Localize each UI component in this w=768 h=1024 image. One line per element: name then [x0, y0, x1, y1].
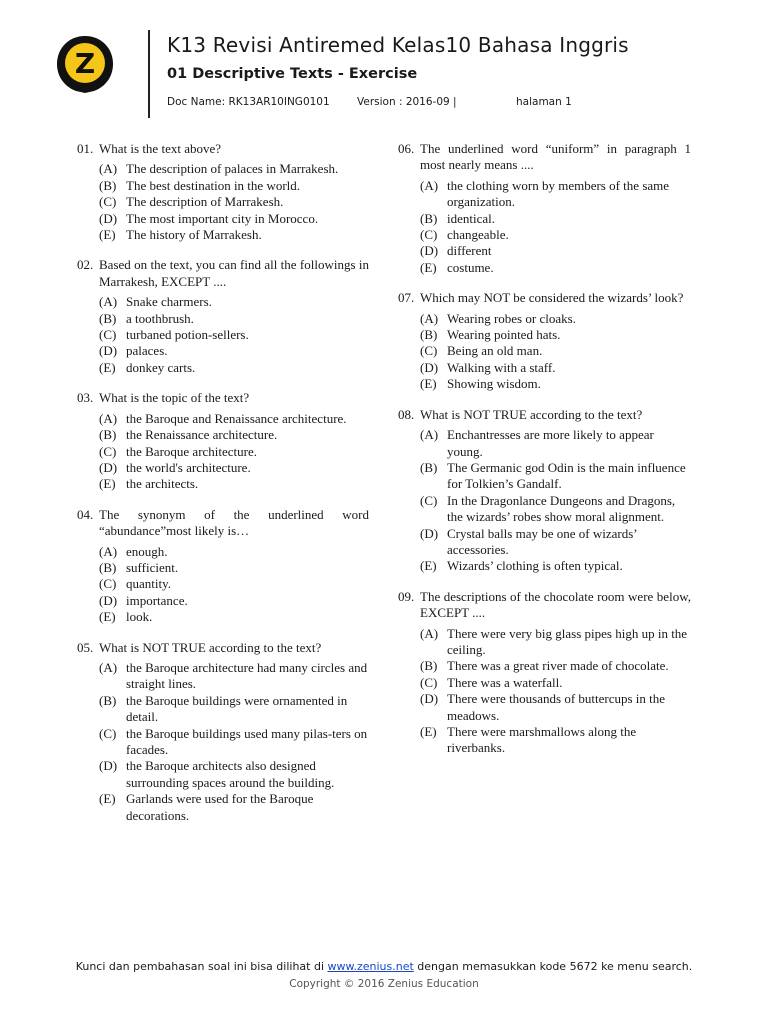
option-letter: (A)	[99, 543, 118, 559]
answer-options	[420, 178, 691, 276]
option-text: The Germanic god Odin is the main influence for Tolkien’s Gandalf.	[447, 459, 686, 492]
question-stem	[398, 589, 691, 622]
question-number: 09.	[398, 588, 415, 604]
question-text: What is NOT TRUE according to the text?	[99, 639, 322, 655]
zenius-logo-icon	[54, 33, 116, 95]
question	[77, 507, 369, 626]
option-letter: (D)	[99, 210, 118, 226]
option-text: There was a waterfall.	[447, 674, 563, 690]
option-letter: (D)	[420, 243, 439, 259]
option-text: the Baroque buildings used many pilas-ters on facades.	[126, 725, 368, 757]
question	[398, 141, 691, 276]
option-text: The description of Marrakesh.	[126, 194, 284, 210]
option-text: In the Dragonlance Dungeons and Dragons, the wizards’ robes show moral alignment.	[447, 492, 676, 525]
answer-option	[420, 327, 691, 343]
answer-option	[99, 460, 369, 476]
option-text: Wizards’ clothing is often typical.	[447, 558, 623, 574]
answer-option	[99, 427, 369, 443]
question-text: What is NOT TRUE according to the text?	[420, 406, 643, 422]
answer-option	[420, 724, 691, 757]
option-text: importance.	[126, 592, 188, 608]
option-letter: (D)	[99, 592, 118, 608]
answer-option	[99, 593, 369, 609]
answer-option	[99, 194, 369, 210]
option-text: Crystal balls may be one of wizards’ accessories.	[447, 525, 637, 557]
answer-option	[420, 658, 691, 674]
option-letter: (A)	[420, 310, 439, 326]
question-text: What is the text above?	[99, 141, 222, 156]
question-stem	[77, 141, 369, 157]
option-letter: (C)	[99, 443, 117, 459]
answer-option	[420, 376, 691, 392]
option-text: quantity.	[126, 576, 172, 592]
option-letter: (A)	[99, 161, 118, 177]
document-subtitle: 01 Descriptive Texts - Exercise	[167, 66, 418, 82]
answer-option	[420, 343, 691, 359]
option-text: Wearing robes or cloaks.	[447, 310, 576, 326]
answer-option	[99, 411, 369, 427]
answer-options	[99, 411, 369, 493]
option-letter: (B)	[99, 559, 117, 575]
option-letter: (E)	[99, 791, 116, 807]
option-text: the Baroque architects also designed surrounding spaces around the building.	[126, 758, 335, 790]
option-text: the architects.	[126, 476, 199, 492]
answer-option	[99, 311, 369, 327]
answer-option	[99, 758, 369, 791]
answer-option	[99, 360, 369, 376]
answer-option	[99, 476, 369, 492]
option-letter: (C)	[420, 492, 438, 508]
questions-right-column	[398, 141, 691, 771]
option-letter: (A)	[420, 625, 439, 641]
answer-option	[99, 294, 369, 310]
question-text: Which may NOT be considered the wizards’ look?	[420, 290, 684, 306]
answer-option	[420, 626, 691, 659]
question-number: 03.	[77, 390, 94, 406]
option-letter: (E)	[99, 609, 116, 625]
answer-option	[99, 161, 369, 177]
question-text: The underlined word “uniform” in paragraph 1 most nearly means ....	[420, 141, 691, 173]
question-stem	[398, 407, 691, 423]
option-letter: (D)	[99, 459, 118, 475]
option-text: Showing wisdom.	[447, 376, 541, 392]
question-text: The synonym of the underlined word “abundance”most likely is…	[99, 506, 369, 539]
questions-left-column	[77, 141, 369, 838]
question-number: 02.	[77, 257, 94, 273]
answer-option	[420, 460, 691, 493]
option-letter: (C)	[420, 674, 438, 690]
question-stem	[77, 640, 369, 656]
answer-option	[99, 444, 369, 460]
option-text: Wearing pointed hats.	[447, 327, 561, 343]
option-text: Garlands were used for the Baroque decorations.	[126, 791, 314, 823]
option-letter: (D)	[420, 525, 439, 541]
option-text: the Baroque architecture had many circles and straight lines.	[126, 659, 368, 692]
option-letter: (B)	[99, 177, 117, 193]
option-text: look.	[126, 609, 153, 625]
answer-option	[99, 178, 369, 194]
option-letter: (C)	[420, 343, 438, 359]
answer-option	[99, 211, 369, 227]
question-stem	[398, 141, 691, 174]
option-text: There was a great river made of chocolate.	[447, 658, 669, 674]
option-letter: (D)	[420, 691, 439, 707]
option-letter: (D)	[99, 758, 118, 774]
option-text: identical.	[447, 210, 496, 226]
option-letter: (E)	[99, 359, 116, 375]
answer-options	[420, 427, 691, 575]
answer-option	[99, 609, 369, 625]
answer-key-note	[0, 960, 768, 973]
answer-key-code-text: dengan memasukkan kode 5672 ke menu search.	[413, 960, 693, 973]
question	[398, 589, 691, 757]
question-number: 08.	[398, 406, 415, 422]
question-stem	[77, 507, 369, 540]
option-letter: (B)	[420, 327, 438, 343]
option-text: The history of Marrakesh.	[126, 227, 262, 243]
option-letter: (E)	[420, 724, 437, 739]
answer-option	[99, 560, 369, 576]
option-letter: (E)	[420, 558, 437, 574]
option-letter: (C)	[99, 725, 117, 741]
answer-option	[99, 544, 369, 560]
answer-option	[99, 227, 369, 243]
answer-option	[99, 327, 369, 343]
question-stem	[77, 257, 369, 290]
option-letter: (E)	[420, 259, 437, 275]
option-letter: (A)	[420, 427, 439, 443]
question-stem	[398, 290, 691, 306]
option-letter: (E)	[420, 376, 437, 392]
logo-letter: Z	[74, 47, 96, 80]
option-text: donkey carts.	[126, 359, 196, 375]
copyright: Copyright © 2016 Zenius Education	[289, 978, 479, 990]
answer-options	[99, 544, 369, 626]
option-letter: (A)	[99, 410, 118, 426]
option-text: The best destination in the world.	[126, 177, 301, 193]
option-letter: (A)	[420, 177, 439, 193]
zenius-link[interactable]: www.zenius.net	[327, 960, 414, 973]
option-text: a toothbrush.	[126, 310, 194, 326]
option-text: The most important city in Morocco.	[126, 210, 319, 226]
option-letter: (E)	[99, 476, 116, 492]
answer-option	[420, 427, 691, 460]
option-text: Enchantresses are more likely to appear young.	[447, 427, 654, 459]
option-text: There were marshmallows along the riverbanks.	[447, 724, 637, 756]
option-text: the clothing worn by members of the same organization.	[447, 177, 670, 210]
question-text: The descriptions of the chocolate room were below, EXCEPT ....	[420, 588, 691, 621]
option-letter: (B)	[99, 692, 117, 708]
option-text: the Renaissance architecture.	[126, 427, 278, 443]
question	[77, 257, 369, 376]
answer-options	[99, 161, 369, 243]
option-letter: (C)	[420, 227, 438, 243]
question	[77, 141, 369, 243]
option-letter: (E)	[99, 227, 116, 243]
option-text: Snake charmers.	[126, 294, 212, 310]
question-number: 05.	[77, 639, 94, 655]
answer-option	[420, 178, 691, 211]
option-letter: (D)	[420, 359, 439, 375]
doc-version: Version : 2016-09 |	[357, 96, 457, 108]
question	[77, 640, 369, 824]
answer-option	[420, 526, 691, 559]
option-text: the Baroque buildings were ornamented in detail.	[126, 692, 348, 725]
question-text: What is the topic of the text?	[99, 390, 250, 406]
answer-option	[420, 558, 691, 574]
question-text: Based on the text, you can find all the followings in Marrakesh, EXCEPT ....	[99, 257, 369, 289]
option-letter: (C)	[99, 576, 117, 592]
option-text: sufficient.	[126, 559, 179, 575]
option-text: Walking with a staff.	[447, 359, 556, 375]
answer-options	[99, 660, 369, 824]
question-stem	[77, 390, 369, 406]
option-letter: (C)	[99, 327, 117, 343]
doc-name: Doc Name: RK13AR10ING0101	[167, 96, 330, 108]
option-text: There were thousands of buttercups in the meadows.	[447, 691, 666, 723]
option-letter: (A)	[99, 294, 118, 310]
answer-option	[99, 791, 369, 824]
question-number: 07.	[398, 290, 415, 306]
option-letter: (B)	[99, 310, 117, 326]
answer-option	[420, 691, 691, 724]
question-number: 06.	[398, 141, 415, 156]
option-letter: (D)	[99, 343, 118, 359]
question	[398, 290, 691, 392]
answer-options	[99, 294, 369, 376]
option-letter: (A)	[99, 659, 118, 675]
answer-option	[99, 726, 369, 759]
answer-option	[420, 493, 691, 526]
option-letter: (B)	[420, 658, 438, 674]
answer-option	[99, 576, 369, 592]
option-text: the Baroque architecture.	[126, 443, 258, 459]
question-number: 04.	[77, 506, 94, 522]
option-text: costume.	[447, 259, 494, 275]
question-number: 01.	[77, 141, 94, 156]
option-text: palaces.	[126, 343, 168, 359]
option-text: The description of palaces in Marrakesh.	[126, 161, 339, 177]
question	[398, 407, 691, 575]
answer-option	[420, 360, 691, 376]
option-letter: (B)	[99, 427, 117, 443]
page-number: halaman 1	[516, 96, 572, 108]
option-text: the Baroque and Renaissance architecture.	[126, 410, 347, 426]
answer-option	[420, 311, 691, 327]
answer-option	[420, 675, 691, 691]
answer-option	[420, 211, 691, 227]
question	[77, 390, 369, 492]
document-title: K13 Revisi Antiremed Kelas10 Bahasa Inggris	[167, 33, 629, 57]
answer-key-text: Kunci dan pembahasan soal ini bisa dilihat di	[75, 960, 328, 973]
option-text: There were very big glass pipes high up in the ceiling.	[447, 625, 688, 657]
answer-option	[99, 693, 369, 726]
option-text: different	[447, 243, 492, 259]
option-letter: (C)	[99, 194, 117, 210]
option-letter: (B)	[420, 459, 438, 475]
header-divider	[148, 30, 150, 118]
option-text: Being an old man.	[447, 343, 543, 359]
answer-option	[99, 343, 369, 359]
answer-option	[420, 227, 691, 243]
answer-option	[99, 660, 369, 693]
option-text: enough.	[126, 543, 168, 559]
option-text: turbaned potion-sellers.	[126, 327, 249, 343]
answer-options	[420, 626, 691, 757]
answer-option	[420, 243, 691, 259]
answer-option	[420, 260, 691, 276]
option-text: the world's architecture.	[126, 459, 251, 475]
option-text: changeable.	[447, 227, 509, 243]
option-letter: (B)	[420, 210, 438, 226]
answer-options	[420, 311, 691, 393]
